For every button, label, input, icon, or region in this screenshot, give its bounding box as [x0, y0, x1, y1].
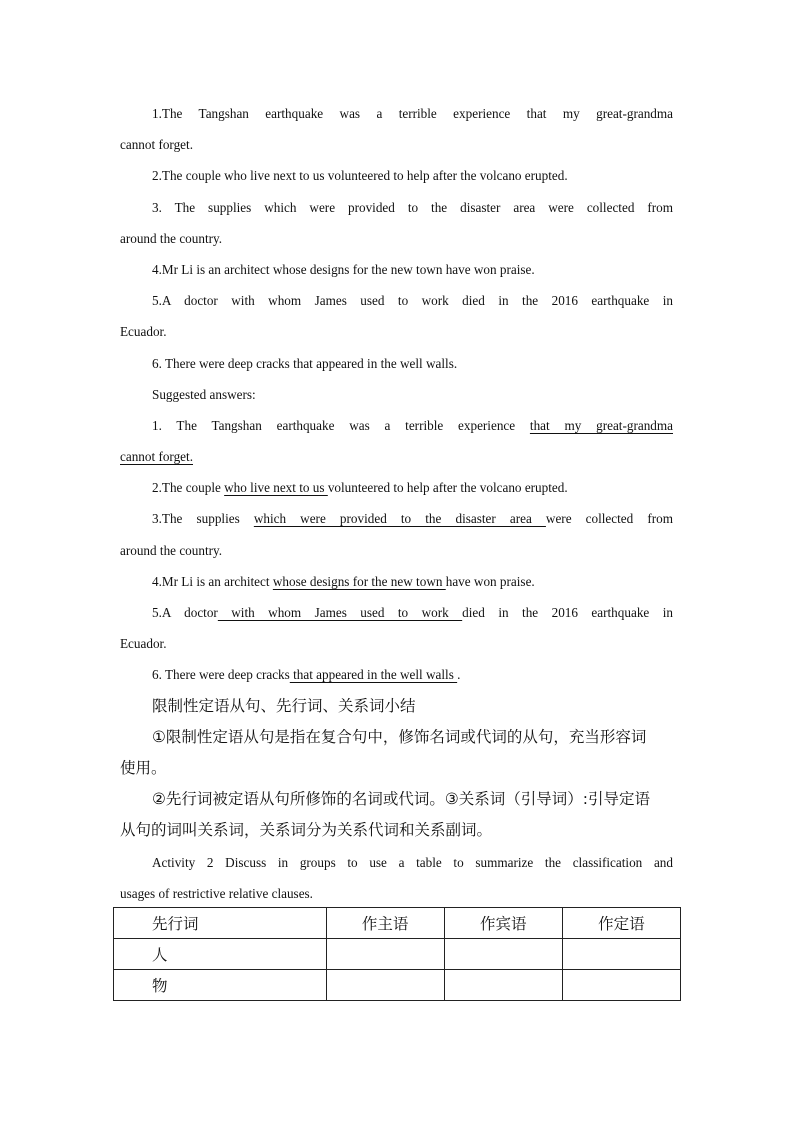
answer-6-prefix: 6. There were deep cracks — [152, 667, 290, 683]
answer-3-prefix: 3.The supplies — [152, 511, 254, 527]
exercise-5-line-1: 5.A doctor with whom James used to work died in the 2016 earthquake in — [152, 293, 673, 309]
answer-3-line-1 — [120, 503, 673, 534]
answer-2-prefix: 2.The couple — [152, 480, 225, 496]
answer-5-underlined-clause: with whom James used to work — [217, 605, 463, 620]
exercise-3-line-2: around the country. — [120, 230, 223, 246]
answer-3-line-2: around the country. — [120, 542, 223, 558]
answer-2-suffix: volunteered to help after the volcano erupted. — [327, 480, 568, 496]
table-header-row — [114, 908, 681, 939]
answer-4-underlined-clause: whose designs for the new town — [272, 573, 446, 589]
answer-4-suffix: have won praise. — [445, 573, 535, 589]
summary-title: 限制性定语从句、先行词、关系词小结 — [152, 696, 416, 715]
answer-2 — [120, 472, 673, 503]
table-cell: 人 — [114, 939, 327, 970]
answer-3-underlined-clause: which were provided to the disaster area — [253, 511, 546, 527]
answer-3-suffix: were collected from — [545, 511, 673, 527]
summary-point-2-line-2: 从句的词叫关系词，关系词分为关系代词和关系副词。 — [120, 821, 493, 840]
answer-1-underlined-clause-end: cannot forget. — [120, 449, 193, 465]
table-cell — [562, 939, 680, 970]
answer-4-prefix: 4.Mr Li is an architect — [152, 573, 273, 589]
answer-2-underlined-clause: who live next to us — [224, 480, 328, 496]
exercise-3-line-1: 3. The supplies which were provided to the disaster area were collected from — [152, 199, 673, 215]
table-header-cell: 先行词 — [114, 908, 327, 939]
exercise-1-line-2: cannot forget. — [120, 137, 193, 153]
activity-line-1: Activity 2 Discuss in groups to use a table to summarize the classification and — [152, 854, 673, 870]
table-cell — [444, 970, 562, 1001]
answer-1-underlined-clause: that my great-grandma — [529, 417, 673, 433]
exercise-2: 2.The couple who live next to us volunteered to help after the volcano erupted. — [152, 168, 568, 184]
answer-5-line-1 — [120, 597, 673, 628]
answer-1-line-2 — [120, 441, 673, 472]
table-header-cell: 作主语 — [326, 908, 444, 939]
table-cell — [326, 970, 444, 1001]
summary-point-2-line-1: ②先行词被定语从句所修饰的名词或代词。③关系词（引导词）:引导定语 — [152, 790, 651, 809]
answer-5-line-2: Ecuador. — [120, 636, 167, 652]
activity-line-2: usages of restrictive relative clauses. — [120, 885, 313, 901]
answer-6-suffix: . — [457, 667, 461, 683]
table-header-cell: 作定语 — [562, 908, 680, 939]
classification-table — [113, 907, 681, 1001]
table-cell: 物 — [114, 970, 327, 1001]
exercise-5-line-2: Ecuador. — [120, 324, 167, 340]
answer-4 — [120, 566, 673, 597]
table-cell — [444, 939, 562, 970]
table-cell — [562, 970, 680, 1001]
table-row — [114, 970, 681, 1001]
answer-1-line-1 — [120, 410, 673, 441]
exercise-6: 6. There were deep cracks that appeared in the well walls. — [152, 355, 458, 371]
answer-5-suffix: died in the 2016 earthquake in — [462, 605, 673, 620]
table-row — [114, 939, 681, 970]
summary-point-1-line-2: 使用。 — [120, 758, 167, 777]
answer-5-prefix: 5.A doctor — [152, 605, 218, 620]
exercise-4: 4.Mr Li is an architect whose designs for the new town have won praise. — [152, 261, 535, 277]
table-header-cell: 作宾语 — [444, 908, 562, 939]
document-body — [120, 98, 673, 909]
answers-heading: Suggested answers: — [152, 386, 256, 402]
summary-point-1-line-1: ①限制性定语从句是指在复合句中，修饰名词或代词的从句，充当形容词 — [152, 727, 647, 746]
answer-6 — [120, 659, 673, 690]
answer-1-prefix: 1. The Tangshan earthquake was a terrible experience — [152, 417, 530, 433]
exercise-1-line-1: 1.The Tangshan earthquake was a terrible experience that my great-grandma — [152, 106, 673, 121]
answer-6-underlined-clause: that appeared in the well walls — [289, 667, 458, 683]
table-cell — [326, 939, 444, 970]
